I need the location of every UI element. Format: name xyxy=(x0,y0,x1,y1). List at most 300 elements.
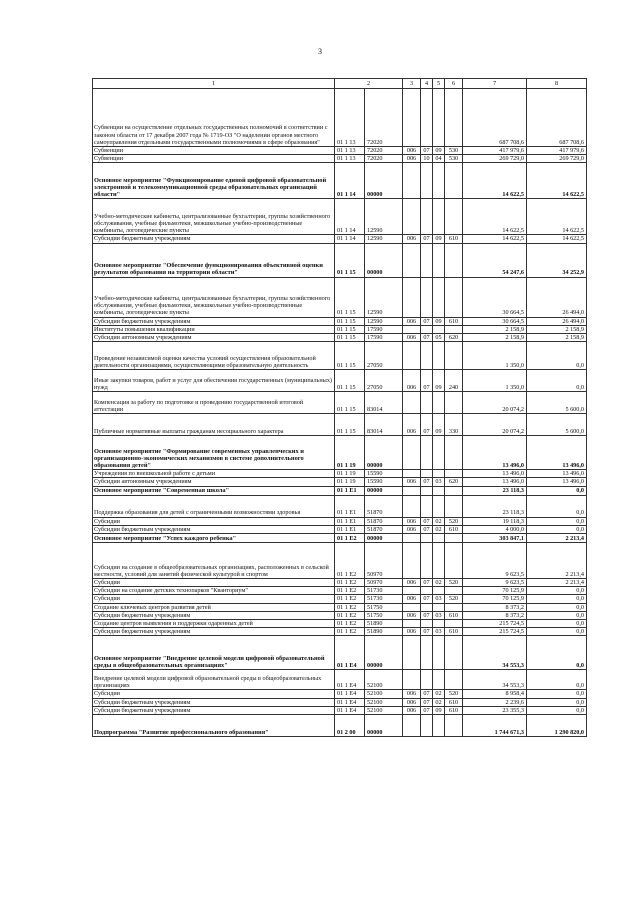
row-section-code xyxy=(421,670,433,690)
table-row xyxy=(93,89,587,147)
row-amount-year-2: 0,0 xyxy=(527,603,587,611)
row-section-code: 07 xyxy=(421,478,433,486)
row-type-code xyxy=(445,325,463,333)
row-section-code xyxy=(421,436,433,470)
row-amount-year-2: 687 708,6 xyxy=(527,89,587,147)
row-expense-code: 72020 xyxy=(365,89,403,147)
row-section-code: 07 xyxy=(421,690,433,698)
row-expense-code: 50970 xyxy=(365,579,403,587)
row-name: Субсидии автономным учреждениям xyxy=(93,478,335,486)
row-amount-year-2: 0,0 xyxy=(527,587,587,595)
row-type-code xyxy=(445,620,463,628)
row-amount-year-2: 13 496,0 xyxy=(527,436,587,470)
row-expense-code: 17590 xyxy=(365,325,403,333)
row-ministry-code: 006 xyxy=(403,517,421,525)
table-row xyxy=(93,706,587,714)
row-section-code: 07 xyxy=(421,334,433,342)
row-section-code: 07 xyxy=(421,579,433,587)
row-name: Внедрение целевой модели цифровой образовательной среды в общеобразовательных организациях xyxy=(93,670,335,690)
row-program-code: 01 1 E1 xyxy=(335,486,365,495)
table-row xyxy=(93,579,587,587)
row-type-code: 610 xyxy=(445,525,463,533)
row-ministry-code: 006 xyxy=(403,525,421,533)
table-body xyxy=(93,89,587,737)
row-expense-code: 83014 xyxy=(365,414,403,436)
row-ministry-code: 006 xyxy=(403,235,421,243)
row-ministry-code xyxy=(403,342,421,370)
row-section-code: 07 xyxy=(421,370,433,392)
row-type-code: 530 xyxy=(445,147,463,155)
row-ministry-code xyxy=(403,436,421,470)
row-name: Субсидии бюджетным учреждениям xyxy=(93,235,335,243)
row-name: Субсидии бюджетным учреждениям xyxy=(93,706,335,714)
row-expense-code: 51870 xyxy=(365,495,403,517)
row-program-code: 01 1 19 xyxy=(335,436,365,470)
row-expense-code: 83014 xyxy=(365,392,403,414)
row-program-code: 01 1 E2 xyxy=(335,628,365,636)
row-amount-year-2: 2 213,4 xyxy=(527,543,587,579)
row-ministry-code xyxy=(403,392,421,414)
row-section-code xyxy=(421,495,433,517)
row-type-code xyxy=(445,342,463,370)
row-amount-year-1: 13 496,0 xyxy=(463,470,527,478)
row-subsection-code xyxy=(433,163,445,199)
table-row xyxy=(93,235,587,243)
row-type-code: 520 xyxy=(445,595,463,603)
row-expense-code: 51750 xyxy=(365,603,403,611)
row-type-code xyxy=(445,243,463,277)
row-amount-year-1: 1 350,0 xyxy=(463,342,527,370)
row-amount-year-2: 0,0 xyxy=(527,620,587,628)
row-expense-code: 12590 xyxy=(365,235,403,243)
row-amount-year-2: 0,0 xyxy=(527,698,587,706)
row-program-code: 01 1 E4 xyxy=(335,690,365,698)
row-ministry-code: 006 xyxy=(403,147,421,155)
row-type-code xyxy=(445,603,463,611)
row-subsection-code xyxy=(433,243,445,277)
table-row xyxy=(93,595,587,603)
row-name: Субсидии на создание детских технопарков "Кванториум" xyxy=(93,587,335,595)
row-program-code: 01 1 E2 xyxy=(335,603,365,611)
row-subsection-code: 03 xyxy=(433,628,445,636)
row-amount-year-2: 1 290 820,0 xyxy=(527,715,587,737)
table-row xyxy=(93,603,587,611)
row-name: Субсидии xyxy=(93,595,335,603)
row-expense-code: 27050 xyxy=(365,370,403,392)
row-section-code xyxy=(421,486,433,495)
row-program-code: 01 1 15 xyxy=(335,414,365,436)
row-program-code: 01 1 15 xyxy=(335,277,365,317)
row-expense-code: 51870 xyxy=(365,525,403,533)
row-amount-year-1: 20 074,2 xyxy=(463,414,527,436)
row-type-code xyxy=(445,470,463,478)
row-name: Основное мероприятие "Внедрение целевой модели цифровой образовательной среды в общеобразовательных организациях" xyxy=(93,636,335,670)
row-expense-code: 50970 xyxy=(365,543,403,579)
row-subsection-code: 05 xyxy=(433,334,445,342)
row-name: Компенсация за работу по подготовке и проведению государственной итоговой аттестации xyxy=(93,392,335,414)
row-amount-year-1: 54 247,6 xyxy=(463,243,527,277)
row-amount-year-1: 687 708,6 xyxy=(463,89,527,147)
table-row xyxy=(93,277,587,317)
row-subsection-code: 02 xyxy=(433,690,445,698)
row-subsection-code xyxy=(433,392,445,414)
table-row xyxy=(93,628,587,636)
table-row xyxy=(93,636,587,670)
row-subsection-code: 03 xyxy=(433,595,445,603)
table-row xyxy=(93,486,587,495)
header-col-3: 3 xyxy=(403,79,421,89)
row-section-code: 07 xyxy=(421,706,433,714)
row-program-code: 01 1 15 xyxy=(335,317,365,325)
row-ministry-code xyxy=(403,715,421,737)
row-expense-code: 00000 xyxy=(365,243,403,277)
row-section-code: 07 xyxy=(421,517,433,525)
row-amount-year-2: 0,0 xyxy=(527,636,587,670)
row-type-code: 240 xyxy=(445,370,463,392)
header-col-7: 7 xyxy=(463,79,527,89)
row-expense-code: 72020 xyxy=(365,147,403,155)
row-ministry-code xyxy=(403,486,421,495)
row-program-code: 01 1 E4 xyxy=(335,636,365,670)
table-row xyxy=(93,325,587,333)
row-expense-code: 51890 xyxy=(365,620,403,628)
row-amount-year-2: 26 494,0 xyxy=(527,277,587,317)
row-amount-year-1: 417 979,6 xyxy=(463,147,527,155)
table-row xyxy=(93,436,587,470)
budget-table xyxy=(92,78,587,737)
row-name: Основное мероприятие "Современная школа" xyxy=(93,486,335,495)
header-col-8: 8 xyxy=(527,79,587,89)
row-name: Субсидии бюджетным учреждениям xyxy=(93,611,335,619)
row-name: Поддержка образования для детей с ограниченными возможностями здоровья xyxy=(93,495,335,517)
row-amount-year-2: 14 622,5 xyxy=(527,199,587,235)
row-amount-year-1: 14 622,5 xyxy=(463,199,527,235)
row-type-code xyxy=(445,495,463,517)
row-subsection-code: 02 xyxy=(433,579,445,587)
row-program-code: 01 1 14 xyxy=(335,199,365,235)
table-row xyxy=(93,587,587,595)
row-amount-year-2: 0,0 xyxy=(527,690,587,698)
row-amount-year-2: 14 622,5 xyxy=(527,235,587,243)
row-subsection-code xyxy=(433,636,445,670)
table-row xyxy=(93,147,587,155)
row-amount-year-2: 0,0 xyxy=(527,595,587,603)
row-program-code: 01 1 E2 xyxy=(335,587,365,595)
row-expense-code: 72020 xyxy=(365,155,403,163)
row-section-code xyxy=(421,603,433,611)
row-program-code: 01 1 15 xyxy=(335,243,365,277)
row-program-code: 01 1 19 xyxy=(335,478,365,486)
row-name: Субсидии бюджетным учреждениям xyxy=(93,698,335,706)
row-type-code: 610 xyxy=(445,628,463,636)
row-section-code xyxy=(421,342,433,370)
row-name: Субсидии xyxy=(93,690,335,698)
row-expense-code: 12590 xyxy=(365,277,403,317)
row-type-code xyxy=(445,392,463,414)
row-expense-code: 15590 xyxy=(365,478,403,486)
row-subsection-code xyxy=(433,277,445,317)
row-name: Основное мероприятие "Обеспечение функционирования объективной оценки результатов образования на территории области" xyxy=(93,243,335,277)
table-row xyxy=(93,534,587,543)
row-section-code xyxy=(421,587,433,595)
row-type-code: 520 xyxy=(445,517,463,525)
row-subsection-code: 09 xyxy=(433,370,445,392)
table-row xyxy=(93,611,587,619)
row-name: Субсидии xyxy=(93,517,335,525)
row-program-code: 01 1 E2 xyxy=(335,543,365,579)
table-row xyxy=(93,517,587,525)
row-ministry-code xyxy=(403,670,421,690)
row-name: Субвенции xyxy=(93,155,335,163)
row-section-code xyxy=(421,199,433,235)
table-row xyxy=(93,690,587,698)
row-type-code: 530 xyxy=(445,155,463,163)
table-row xyxy=(93,470,587,478)
row-amount-year-1: 9 623,5 xyxy=(463,579,527,587)
row-amount-year-1: 20 074,2 xyxy=(463,392,527,414)
row-program-code: 01 1 E4 xyxy=(335,706,365,714)
row-amount-year-1: 34 553,3 xyxy=(463,636,527,670)
row-type-code xyxy=(445,543,463,579)
row-amount-year-1: 23 118,3 xyxy=(463,495,527,517)
row-amount-year-2: 13 496,0 xyxy=(527,478,587,486)
row-subsection-code: 04 xyxy=(433,155,445,163)
row-subsection-code xyxy=(433,603,445,611)
row-amount-year-1: 14 622,5 xyxy=(463,235,527,243)
row-ministry-code: 006 xyxy=(403,690,421,698)
row-amount-year-2: 26 494,0 xyxy=(527,317,587,325)
row-amount-year-1: 30 664,5 xyxy=(463,277,527,317)
row-type-code: 620 xyxy=(445,478,463,486)
row-subsection-code: 02 xyxy=(433,517,445,525)
row-amount-year-1: 34 553,3 xyxy=(463,670,527,690)
row-program-code: 01 1 13 xyxy=(335,147,365,155)
row-program-code: 01 1 14 xyxy=(335,163,365,199)
row-ministry-code: 006 xyxy=(403,155,421,163)
row-expense-code: 52100 xyxy=(365,698,403,706)
row-ministry-code: 006 xyxy=(403,370,421,392)
row-expense-code: 51750 xyxy=(365,611,403,619)
table-row xyxy=(93,525,587,533)
row-amount-year-1: 269 729,0 xyxy=(463,155,527,163)
header-col-1: 1 xyxy=(93,79,335,89)
row-type-code xyxy=(445,715,463,737)
row-ministry-code xyxy=(403,587,421,595)
row-expense-code: 00000 xyxy=(365,436,403,470)
row-amount-year-2: 0,0 xyxy=(527,486,587,495)
row-type-code: 520 xyxy=(445,690,463,698)
table-row xyxy=(93,199,587,235)
row-amount-year-1: 2 158,9 xyxy=(463,325,527,333)
row-amount-year-1: 2 239,6 xyxy=(463,698,527,706)
row-subsection-code: 02 xyxy=(433,698,445,706)
row-name: Субвенции xyxy=(93,147,335,155)
row-ministry-code xyxy=(403,603,421,611)
row-subsection-code xyxy=(433,325,445,333)
row-amount-year-2: 0,0 xyxy=(527,525,587,533)
row-amount-year-1: 215 724,5 xyxy=(463,628,527,636)
row-name: Учебно-методические кабинеты, централизованные бухгалтерии, группы хозяйственного обслуживания, учебные фильмотеки, межшкольные учебно-производственные комбинаты, логопедические пункты xyxy=(93,277,335,317)
row-type-code xyxy=(445,636,463,670)
row-amount-year-1: 70 125,9 xyxy=(463,595,527,603)
row-amount-year-2: 14 622,5 xyxy=(527,163,587,199)
row-ministry-code: 006 xyxy=(403,706,421,714)
row-name: Основное мероприятие "Функционирование единой цифровой образовательной электронной и телекоммуникационной среды образовательных организаций области" xyxy=(93,163,335,199)
row-ministry-code xyxy=(403,163,421,199)
row-ministry-code xyxy=(403,534,421,543)
row-type-code: 610 xyxy=(445,235,463,243)
row-type-code xyxy=(445,587,463,595)
row-amount-year-1: 303 847,1 xyxy=(463,534,527,543)
row-subsection-code xyxy=(433,670,445,690)
row-type-code xyxy=(445,199,463,235)
row-subsection-code xyxy=(433,199,445,235)
row-section-code xyxy=(421,715,433,737)
row-section-code: 10 xyxy=(421,155,433,163)
row-amount-year-2: 0,0 xyxy=(527,628,587,636)
row-amount-year-2: 2 158,9 xyxy=(527,325,587,333)
row-expense-code: 15590 xyxy=(365,470,403,478)
row-program-code: 01 1 E2 xyxy=(335,534,365,543)
row-expense-code: 00000 xyxy=(365,534,403,543)
row-type-code xyxy=(445,534,463,543)
row-program-code: 01 1 15 xyxy=(335,370,365,392)
row-program-code: 01 1 E2 xyxy=(335,611,365,619)
row-amount-year-2: 2 213,4 xyxy=(527,579,587,587)
row-name: Субсидии автономным учреждениям xyxy=(93,334,335,342)
header-col-4: 4 xyxy=(421,79,433,89)
row-program-code: 01 1 E2 xyxy=(335,595,365,603)
row-subsection-code xyxy=(433,543,445,579)
row-type-code xyxy=(445,163,463,199)
row-program-code: 01 1 15 xyxy=(335,342,365,370)
row-subsection-code xyxy=(433,436,445,470)
row-name: Учреждения по внешкольной работе с детьми xyxy=(93,470,335,478)
row-name: Проведение независимой оценки качества условий осуществления образовательной деятельности организациями, осуществляющими образовательную деятельность xyxy=(93,342,335,370)
row-amount-year-2: 417 979,6 xyxy=(527,147,587,155)
row-subsection-code: 03 xyxy=(433,611,445,619)
row-section-code xyxy=(421,392,433,414)
header-col-6: 6 xyxy=(445,79,463,89)
row-section-code: 07 xyxy=(421,628,433,636)
table-row xyxy=(93,163,587,199)
row-subsection-code: 09 xyxy=(433,147,445,155)
table-row xyxy=(93,342,587,370)
row-program-code: 01 1 E4 xyxy=(335,670,365,690)
row-name: Институты повышения квалификации xyxy=(93,325,335,333)
row-section-code xyxy=(421,277,433,317)
row-amount-year-2: 13 496,0 xyxy=(527,470,587,478)
row-amount-year-1: 1 350,0 xyxy=(463,370,527,392)
row-ministry-code: 006 xyxy=(403,611,421,619)
row-ministry-code: 006 xyxy=(403,595,421,603)
row-section-code xyxy=(421,163,433,199)
row-section-code xyxy=(421,543,433,579)
header-col-2: 2 xyxy=(335,79,403,89)
row-subsection-code xyxy=(433,342,445,370)
row-type-code xyxy=(445,89,463,147)
row-type-code: 610 xyxy=(445,698,463,706)
row-expense-code: 51730 xyxy=(365,587,403,595)
row-section-code xyxy=(421,470,433,478)
row-ministry-code: 006 xyxy=(403,579,421,587)
row-subsection-code xyxy=(433,534,445,543)
row-ministry-code xyxy=(403,620,421,628)
row-program-code: 01 1 14 xyxy=(335,235,365,243)
row-amount-year-2: 0,0 xyxy=(527,517,587,525)
row-amount-year-1: 30 664,5 xyxy=(463,317,527,325)
row-name: Публичные нормативные выплаты гражданам несоциального характера xyxy=(93,414,335,436)
row-expense-code: 52100 xyxy=(365,690,403,698)
row-section-code: 07 xyxy=(421,147,433,155)
row-program-code: 01 2 00 xyxy=(335,715,365,737)
row-ministry-code xyxy=(403,325,421,333)
row-section-code: 07 xyxy=(421,235,433,243)
row-amount-year-1: 23 118,3 xyxy=(463,486,527,495)
row-type-code: 330 xyxy=(445,414,463,436)
row-amount-year-1: 8 373,2 xyxy=(463,603,527,611)
row-expense-code: 00000 xyxy=(365,636,403,670)
row-amount-year-1: 13 496,0 xyxy=(463,436,527,470)
row-section-code: 07 xyxy=(421,414,433,436)
row-amount-year-2: 0,0 xyxy=(527,370,587,392)
row-amount-year-1: 8 373,2 xyxy=(463,611,527,619)
table-row xyxy=(93,370,587,392)
row-amount-year-1: 2 158,9 xyxy=(463,334,527,342)
row-subsection-code xyxy=(433,89,445,147)
row-expense-code: 51890 xyxy=(365,628,403,636)
row-expense-code: 51870 xyxy=(365,517,403,525)
row-program-code: 01 1 15 xyxy=(335,392,365,414)
row-subsection-code xyxy=(433,587,445,595)
row-name: Основное мероприятие "Успех каждого ребенка" xyxy=(93,534,335,543)
row-amount-year-2: 5 600,0 xyxy=(527,414,587,436)
table-row xyxy=(93,334,587,342)
row-subsection-code: 02 xyxy=(433,525,445,533)
row-name: Субсидии бюджетным учреждениям xyxy=(93,317,335,325)
row-expense-code: 00000 xyxy=(365,163,403,199)
row-subsection-code: 09 xyxy=(433,235,445,243)
row-program-code: 01 1 E2 xyxy=(335,620,365,628)
page-number: 3 xyxy=(318,47,322,56)
row-expense-code: 17590 xyxy=(365,334,403,342)
table-row xyxy=(93,495,587,517)
row-type-code xyxy=(445,486,463,495)
row-amount-year-1: 1 744 671,3 xyxy=(463,715,527,737)
row-amount-year-2: 5 600,0 xyxy=(527,392,587,414)
row-program-code: 01 1 E4 xyxy=(335,698,365,706)
row-section-code xyxy=(421,243,433,277)
row-amount-year-2: 2 158,9 xyxy=(527,334,587,342)
row-ministry-code: 006 xyxy=(403,414,421,436)
row-ministry-code xyxy=(403,89,421,147)
row-subsection-code xyxy=(433,620,445,628)
row-ministry-code: 006 xyxy=(403,478,421,486)
row-type-code: 520 xyxy=(445,579,463,587)
row-amount-year-2: 0,0 xyxy=(527,706,587,714)
row-name: Создание центров выявления и поддержки одаренных детей xyxy=(93,620,335,628)
row-ministry-code xyxy=(403,495,421,517)
row-ministry-code xyxy=(403,277,421,317)
row-amount-year-1: 23 355,3 xyxy=(463,706,527,714)
row-name: Субсидии на создание в общеобразовательных организациях, расположенных в сельской местности, условий для занятий физической культурой и спортом xyxy=(93,543,335,579)
row-amount-year-1: 215 724,5 xyxy=(463,620,527,628)
row-amount-year-1: 9 623,5 xyxy=(463,543,527,579)
row-program-code: 01 1 E1 xyxy=(335,517,365,525)
row-ministry-code xyxy=(403,543,421,579)
row-subsection-code xyxy=(433,470,445,478)
row-amount-year-1: 70 125,9 xyxy=(463,587,527,595)
